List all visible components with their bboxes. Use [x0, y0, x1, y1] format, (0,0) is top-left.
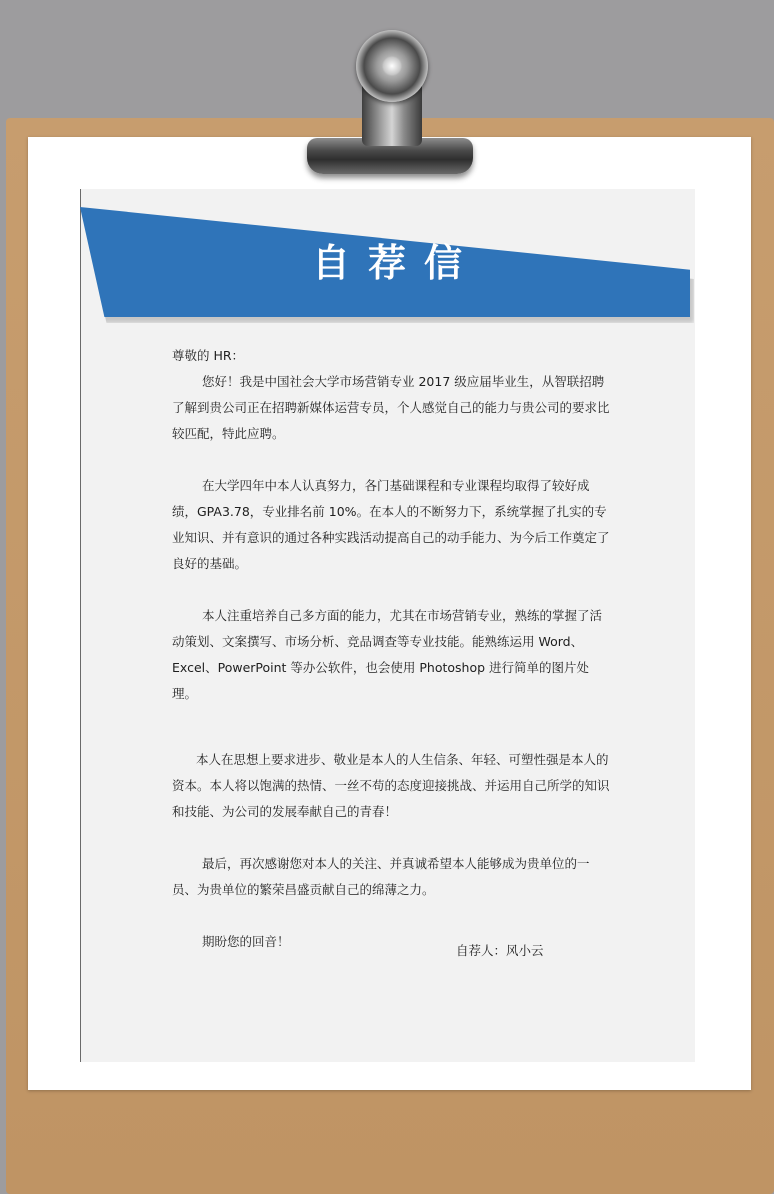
paragraph-intro: 您好！我是中国社会大学市场营销专业 2017 级应届毕业生，从智联招聘了解到贵公司正在招聘新媒体运营专员，个人感觉自己的能力与贵公司的要求比较匹配，特此应聘。 [172, 374, 610, 441]
paragraph-farewell: 期盼您的回音！ [202, 934, 290, 949]
signature: 自荐人：风小云 [456, 943, 544, 958]
salutation: 尊敬的 HR： [172, 348, 245, 363]
paragraph-closing: 最后，再次感谢您对本人的关注、并真诚希望本人能够成为贵单位的一员、为贵单位的繁荣昌盛贡献自己的绵薄之力。 [172, 856, 590, 897]
paragraph-skills: 本人注重培养自己多方面的能力，尤其在市场营销专业，熟练的掌握了活动策划、文案撰写、市场分析、竞品调查等专业技能。能熟练运用 Word、Excel、PowerPoint 等办公软件，也会使用 Photoshop 进行简单的图片处理。 [172, 608, 603, 701]
binder-clip-hole [382, 56, 402, 76]
letter-body [172, 343, 612, 955]
paragraph-education: 在大学四年中本人认真努力，各门基础课程和专业课程均取得了较好成绩，GPA3.78，专业排名前 10%。在本人的不断努力下，系统掌握了扎实的专业知识、并有意识的通过各种实践活动提高自己的动手能力、为今后工作奠定了良好的基础。 [172, 478, 610, 571]
page-title: 自荐信 [311, 241, 480, 285]
paragraph-character: 本人在思想上要求进步、敬业是本人的人生信条、年轻、可塑性强是本人的资本。本人将以饱满的热情、一丝不苟的态度迎接挑战、并运用自己所学的知识和技能、为公司的发展奉献自己的青春！ [172, 752, 610, 819]
